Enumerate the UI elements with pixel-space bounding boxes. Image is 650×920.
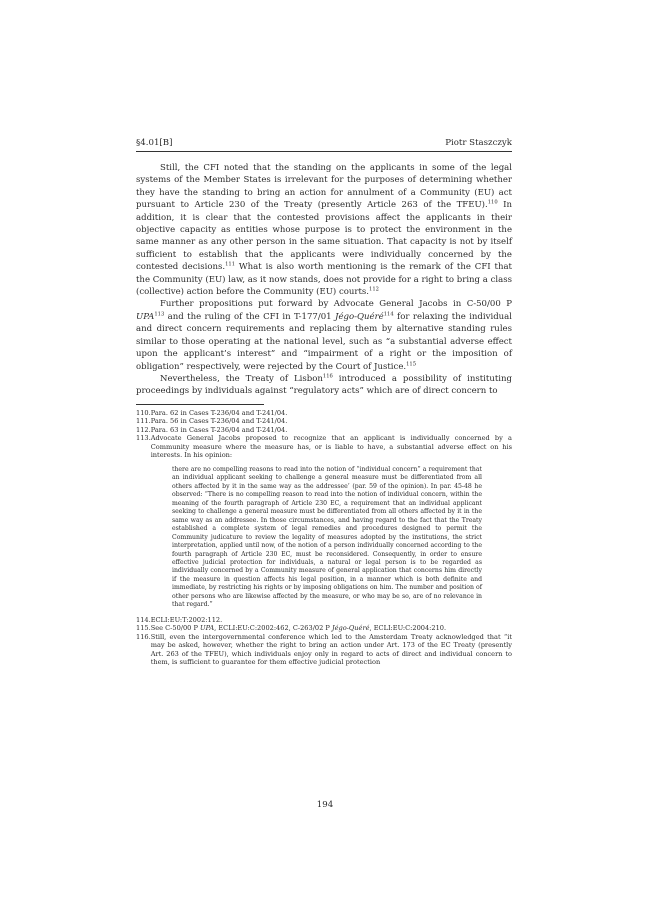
footnote-ref[interactable]: 115 <box>406 361 417 367</box>
footnote-text <box>151 624 512 633</box>
footnote-number: 110. <box>136 408 151 417</box>
footnote-ref[interactable]: 110 <box>487 199 498 206</box>
footnote-number: 113. <box>136 434 151 443</box>
page-number: 194 <box>316 800 334 810</box>
footnote-ref[interactable]: 111 <box>225 261 235 268</box>
author-name: Piotr Staszczyk <box>445 138 512 148</box>
paragraph <box>136 298 512 372</box>
footnote-ref[interactable]: 114 <box>383 311 394 318</box>
text-run: Still, the CFI noted that the standing on the applicants in some of the legal systems of the Member States is irrelevant for the purposes of determining whether they have the standing to bring an action for annulment of a Community (EU) act pursuant to Article 230 of the Treaty (presently Article 263 of the TFEU). <box>136 163 512 211</box>
text-run: , ECLI:EU:C:2004:210. <box>369 624 447 633</box>
footnote-115 <box>136 624 512 633</box>
text-run: introduced a possibility of instituting proceedings by individuals against “regulatory acts” which are of direct concern to <box>136 373 512 397</box>
footnote-number: 116. <box>136 632 151 641</box>
footnote-112 <box>136 426 512 435</box>
footnotes <box>136 409 512 667</box>
footnote-text: ECLI:EU:T:2002:112. <box>150 615 223 624</box>
main-text <box>136 162 512 398</box>
page-content <box>136 138 512 667</box>
footnote-114 <box>136 616 512 625</box>
block-quote: there are no compelling reasons to read into the notion of “individual concern” a requirement that an individual applicant seeking to challenge a general measure must be differentiated from all others affected by it in the same way as the addressee’ (par. 59 of the opinion). In par. 45-48 he observed: “There is no compelling reason to read into the notion of individual concern, within the meaning of the fourth paragraph of Article 230 EC, a requirement that an individual applicant seeking to challenge a general measure must be differentiated from all others affected by it in the same way as an addressee. In those circumstances, and having regard to the fact that the Treaty established a complete system of legal remedies and procedures designed to permit the Community judicature to review the legality of measures adopted by the institutions, the strict interpretation, applied until now, of the notion of a person individually concerned according to the fourth paragraph of Article 230 EC, must be reconsidered. Consequently, in order to ensure effective judicial protection for individuals, a natural or legal person is to be regarded as individually concerned by a Community measure of general application that concerns him directly if the measure in question affects his legal position, in a manner which is both definite and immediate, by restricting his rights or by imposing obligations on him. The number and position of other persons who are likewise affected by the measure, or who may be so, are of no relevance in that regard.” <box>172 466 482 609</box>
footnote-110 <box>136 409 512 418</box>
case-name: UPA <box>200 624 215 633</box>
text-run: See C-50/00 P <box>150 624 201 633</box>
footnote-ref[interactable]: 112 <box>369 286 379 293</box>
footnote-number: 111. <box>136 417 151 426</box>
footnote-text: Still, even the intergovernmental conference which led to the Amsterdam Treaty acknowledged that “it may be asked, however, whether the right to bring an action under Art. 173 of the EC Treaty (presently Art. 263 of the TFEU), which individuals enjoy only in regard to acts of direct and individual concern to them, is sufficient to guarantee for them effective judicial protection <box>150 632 512 667</box>
text-run: Further propositions put forward by Advocate General Jacobs in C-50/00 P <box>160 299 512 310</box>
text-run: What is also worth mentioning is the remark of the CFI that the Community (EU) law, as it now stands, does not provide for a right to bring a class (collective) action before the Community (EU) courts. <box>136 262 512 298</box>
section-label: §4.01[B] <box>136 138 173 148</box>
footnote-number: 112. <box>136 425 151 434</box>
case-name: Jégo-Quéré <box>331 624 370 633</box>
footnote-text: Para. 63 in Cases T-236/04 and T-241/04. <box>150 425 288 434</box>
footnote-text: Para. 62 in Cases T-236/04 and T-241/04. <box>150 408 288 417</box>
case-name: UPA <box>136 311 155 322</box>
text-run: In addition, it is clear that the contested provisions affect the applicants in their objective capacity as entities whose purpose is to protect the environment in the same manner as any other person in the same situation. That capacity is not by itself sufficient to establish that the applicants were individually concerned by the contested decisions. <box>136 200 512 273</box>
footnote-number: 115. <box>136 624 151 633</box>
footnote-113 <box>136 434 512 460</box>
footnote-116 <box>136 633 512 667</box>
text-run: for relaxing the individual and direct concern requirements and replacing them by alternative standing rules similar to those operating at the national level, such as “a substantial adverse effect upon the applicant’s interest” and “impairment of a right or the imposition of obligation” respectively, were rejected by the Court of Justice. <box>136 311 512 372</box>
footnote-divider <box>136 404 264 405</box>
case-name: Jégo-Quéré <box>335 311 384 322</box>
footnote-text: Para. 56 in Cases T-236/04 and T-241/04. <box>150 417 288 426</box>
running-header <box>136 138 512 152</box>
paragraph <box>136 162 512 298</box>
footnote-111 <box>136 417 512 426</box>
paragraph <box>136 373 512 398</box>
text-run: Nevertheless, the Treaty of Lisbon <box>160 373 323 384</box>
footnote-number: 114. <box>136 615 151 624</box>
text-run: and the ruling of the CFI in T-177/01 <box>164 311 336 322</box>
footnote-ref[interactable]: 116 <box>322 373 333 380</box>
footnote-text: Advocate General Jacobs proposed to recognize that an applicant is individually concerned by a Community measure where the measure has, or is liable to have, a substantial adverse effect on his interests. In his opinion: <box>150 434 512 460</box>
text-run: , ECLI:EU:C:2002:462, C-263/02 P <box>214 624 332 633</box>
footnote-ref[interactable]: 113 <box>154 311 165 318</box>
